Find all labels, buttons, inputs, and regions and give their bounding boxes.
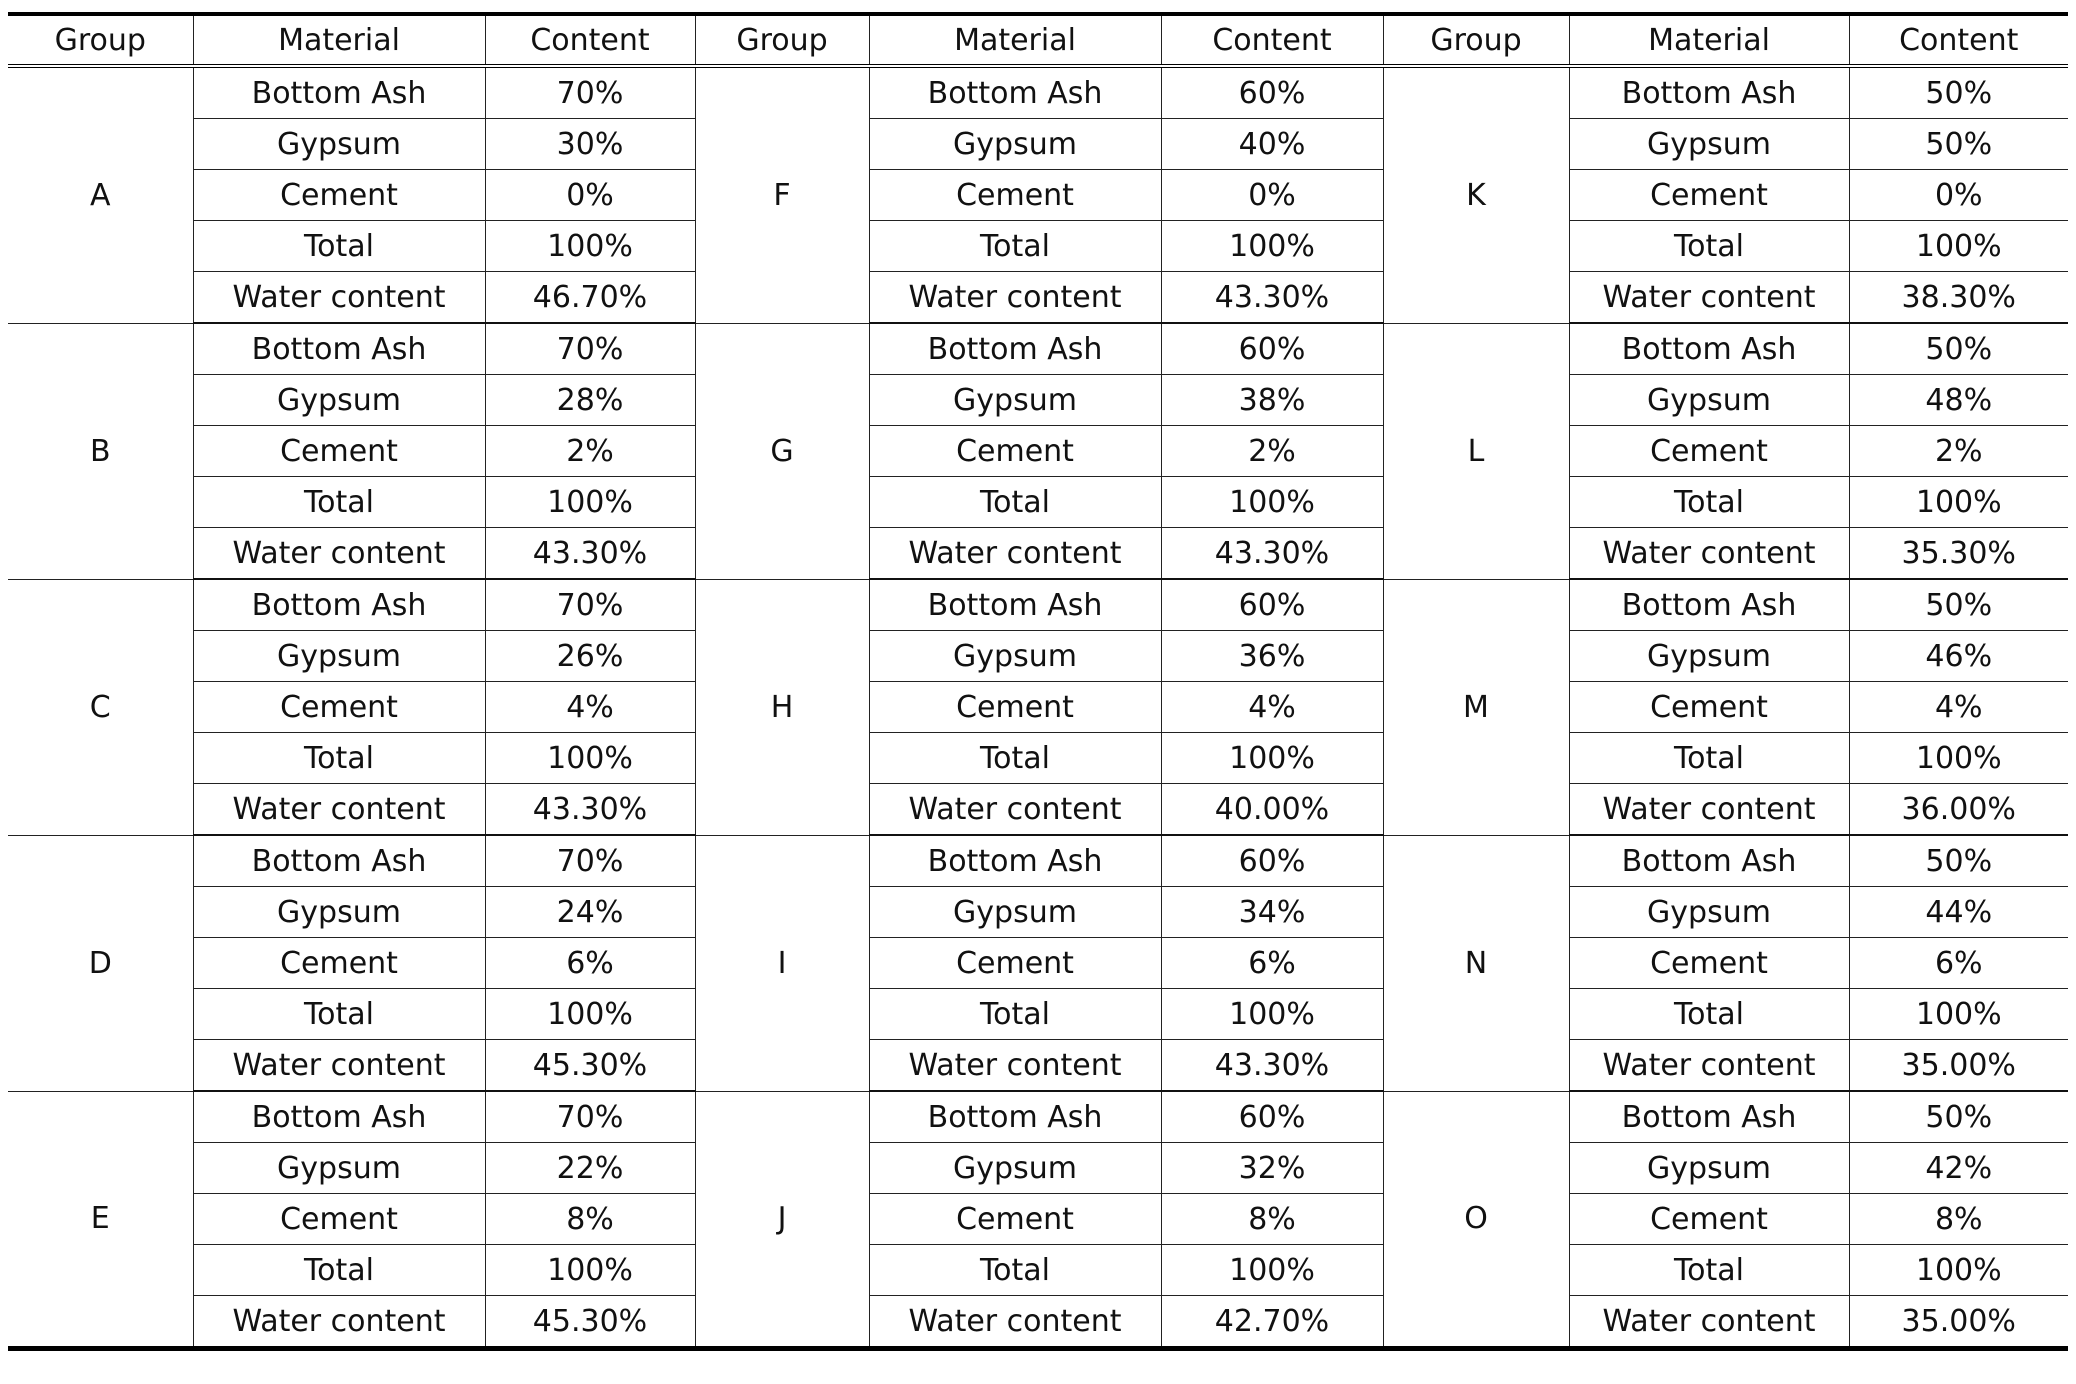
material-cell: Gypsum — [869, 887, 1161, 938]
material-cell: Gypsum — [193, 1143, 485, 1194]
table-row — [8, 272, 2068, 324]
content-cell: 60% — [1161, 66, 1383, 119]
material-cell: Cement — [1569, 170, 1849, 221]
material-cell: Gypsum — [193, 119, 485, 170]
material-cell: Gypsum — [1569, 631, 1849, 682]
content-cell: 50% — [1849, 1091, 2068, 1143]
content-cell: 38% — [1161, 375, 1383, 426]
content-cell: 38.30% — [1849, 272, 2068, 324]
material-cell: Water content — [869, 784, 1161, 836]
content-cell: 4% — [485, 682, 695, 733]
group-label-cell: M — [1383, 579, 1569, 835]
content-cell: 48% — [1849, 375, 2068, 426]
material-cell: Cement — [869, 682, 1161, 733]
header-content: Content — [485, 14, 695, 66]
material-cell: Bottom Ash — [869, 835, 1161, 887]
material-cell: Cement — [193, 426, 485, 477]
content-cell: 6% — [1161, 938, 1383, 989]
content-cell: 100% — [485, 1245, 695, 1296]
material-cell: Water content — [869, 1040, 1161, 1092]
content-cell: 100% — [485, 989, 695, 1040]
table-row — [8, 682, 2068, 733]
material-cell: Gypsum — [1569, 375, 1849, 426]
content-cell: 100% — [1161, 989, 1383, 1040]
table-row — [8, 1296, 2068, 1349]
material-cell: Water content — [193, 784, 485, 836]
content-cell: 4% — [1161, 682, 1383, 733]
group-label-cell: L — [1383, 323, 1569, 579]
material-cell: Bottom Ash — [1569, 1091, 1849, 1143]
header-group: Group — [1383, 14, 1569, 66]
content-cell: 43.30% — [1161, 528, 1383, 580]
table-row — [8, 528, 2068, 580]
content-cell: 36% — [1161, 631, 1383, 682]
mixture-table — [8, 12, 2068, 1351]
table-row — [8, 426, 2068, 477]
material-cell: Total — [193, 733, 485, 784]
content-cell: 40.00% — [1161, 784, 1383, 836]
content-cell: 100% — [1161, 477, 1383, 528]
content-cell: 0% — [485, 170, 695, 221]
content-cell: 70% — [485, 579, 695, 631]
table-row — [8, 119, 2068, 170]
content-cell: 0% — [1161, 170, 1383, 221]
material-cell: Gypsum — [869, 375, 1161, 426]
material-cell: Bottom Ash — [193, 1091, 485, 1143]
group-label-cell: G — [695, 323, 869, 579]
material-cell: Gypsum — [193, 887, 485, 938]
content-cell: 35.00% — [1849, 1296, 2068, 1349]
material-cell: Cement — [869, 170, 1161, 221]
content-cell: 100% — [1161, 221, 1383, 272]
material-cell: Gypsum — [869, 1143, 1161, 1194]
content-cell: 42.70% — [1161, 1296, 1383, 1349]
table-row — [8, 1040, 2068, 1092]
header-content: Content — [1161, 14, 1383, 66]
content-cell: 46% — [1849, 631, 2068, 682]
material-cell: Bottom Ash — [1569, 323, 1849, 375]
material-cell: Total — [193, 1245, 485, 1296]
content-cell: 36.00% — [1849, 784, 2068, 836]
material-cell: Cement — [193, 682, 485, 733]
material-cell: Cement — [193, 938, 485, 989]
material-cell: Total — [869, 1245, 1161, 1296]
material-cell: Total — [869, 477, 1161, 528]
material-cell: Total — [193, 989, 485, 1040]
content-cell: 70% — [485, 1091, 695, 1143]
material-cell: Bottom Ash — [1569, 835, 1849, 887]
content-cell: 2% — [1161, 426, 1383, 477]
content-cell: 26% — [485, 631, 695, 682]
material-cell: Bottom Ash — [193, 323, 485, 375]
content-cell: 28% — [485, 375, 695, 426]
material-cell: Bottom Ash — [869, 323, 1161, 375]
content-cell: 30% — [485, 119, 695, 170]
content-cell: 60% — [1161, 323, 1383, 375]
content-cell: 43.30% — [485, 784, 695, 836]
group-label-cell: J — [695, 1091, 869, 1349]
table-row — [8, 835, 2068, 887]
material-cell: Total — [1569, 733, 1849, 784]
content-cell: 45.30% — [485, 1296, 695, 1349]
content-cell: 4% — [1849, 682, 2068, 733]
content-cell: 100% — [1849, 221, 2068, 272]
material-cell: Water content — [1569, 784, 1849, 836]
content-cell: 100% — [485, 733, 695, 784]
content-cell: 70% — [485, 835, 695, 887]
header-material: Material — [193, 14, 485, 66]
material-cell: Cement — [1569, 938, 1849, 989]
content-cell: 6% — [485, 938, 695, 989]
material-cell: Cement — [1569, 682, 1849, 733]
material-cell: Cement — [1569, 426, 1849, 477]
header-row — [8, 14, 2068, 66]
table-row — [8, 1143, 2068, 1194]
content-cell: 60% — [1161, 835, 1383, 887]
material-cell: Gypsum — [1569, 119, 1849, 170]
content-cell: 2% — [485, 426, 695, 477]
material-cell: Water content — [1569, 528, 1849, 580]
group-label-cell: E — [8, 1091, 193, 1349]
material-cell: Water content — [869, 528, 1161, 580]
content-cell: 34% — [1161, 887, 1383, 938]
material-cell: Total — [1569, 221, 1849, 272]
group-label-cell: A — [8, 66, 193, 323]
material-cell: Bottom Ash — [1569, 66, 1849, 119]
content-cell: 8% — [485, 1194, 695, 1245]
content-cell: 24% — [485, 887, 695, 938]
content-cell: 60% — [1161, 1091, 1383, 1143]
material-cell: Water content — [869, 1296, 1161, 1349]
content-cell: 32% — [1161, 1143, 1383, 1194]
table-row — [8, 170, 2068, 221]
material-cell: Total — [1569, 989, 1849, 1040]
header-content: Content — [1849, 14, 2068, 66]
material-cell: Total — [869, 221, 1161, 272]
content-cell: 43.30% — [1161, 272, 1383, 324]
header-group: Group — [695, 14, 869, 66]
content-cell: 42% — [1849, 1143, 2068, 1194]
group-label-cell: F — [695, 66, 869, 323]
table-row — [8, 66, 2068, 119]
material-cell: Bottom Ash — [193, 66, 485, 119]
content-cell: 50% — [1849, 835, 2068, 887]
table-row — [8, 375, 2068, 426]
table-row — [8, 784, 2068, 836]
material-cell: Gypsum — [1569, 1143, 1849, 1194]
material-cell: Total — [1569, 1245, 1849, 1296]
content-cell: 100% — [1849, 989, 2068, 1040]
table-row — [8, 1194, 2068, 1245]
table-row — [8, 579, 2068, 631]
content-cell: 35.30% — [1849, 528, 2068, 580]
material-cell: Bottom Ash — [869, 579, 1161, 631]
material-cell: Water content — [193, 1040, 485, 1092]
content-cell: 8% — [1849, 1194, 2068, 1245]
group-label-cell: C — [8, 579, 193, 835]
material-cell: Gypsum — [193, 375, 485, 426]
material-cell: Gypsum — [193, 631, 485, 682]
material-cell: Water content — [1569, 272, 1849, 324]
material-cell: Cement — [869, 426, 1161, 477]
material-cell: Total — [869, 733, 1161, 784]
material-cell: Water content — [193, 528, 485, 580]
content-cell: 45.30% — [485, 1040, 695, 1092]
table-row — [8, 477, 2068, 528]
table-row — [8, 887, 2068, 938]
material-cell: Cement — [869, 938, 1161, 989]
group-label-cell: N — [1383, 835, 1569, 1091]
table-row — [8, 1245, 2068, 1296]
group-label-cell: I — [695, 835, 869, 1091]
material-cell: Bottom Ash — [193, 579, 485, 631]
material-cell: Water content — [1569, 1040, 1849, 1092]
content-cell: 46.70% — [485, 272, 695, 324]
table-row — [8, 989, 2068, 1040]
content-cell: 100% — [1849, 733, 2068, 784]
table-row — [8, 1091, 2068, 1143]
material-cell: Gypsum — [869, 631, 1161, 682]
material-cell: Cement — [869, 1194, 1161, 1245]
table-row — [8, 323, 2068, 375]
material-cell: Total — [193, 221, 485, 272]
content-cell: 43.30% — [485, 528, 695, 580]
material-cell: Water content — [1569, 1296, 1849, 1349]
content-cell: 100% — [1161, 1245, 1383, 1296]
content-cell: 0% — [1849, 170, 2068, 221]
content-cell: 8% — [1161, 1194, 1383, 1245]
material-cell: Bottom Ash — [1569, 579, 1849, 631]
group-label-cell: H — [695, 579, 869, 835]
content-cell: 100% — [1849, 477, 2068, 528]
material-cell: Water content — [193, 1296, 485, 1349]
content-cell: 44% — [1849, 887, 2068, 938]
material-cell: Bottom Ash — [869, 66, 1161, 119]
content-cell: 100% — [485, 221, 695, 272]
content-cell: 70% — [485, 66, 695, 119]
material-cell: Cement — [193, 170, 485, 221]
content-cell: 100% — [485, 477, 695, 528]
content-cell: 40% — [1161, 119, 1383, 170]
material-cell: Bottom Ash — [193, 835, 485, 887]
header-material: Material — [1569, 14, 1849, 66]
content-cell: 100% — [1849, 1245, 2068, 1296]
content-cell: 100% — [1161, 733, 1383, 784]
group-label-cell: O — [1383, 1091, 1569, 1349]
content-cell: 50% — [1849, 66, 2068, 119]
content-cell: 35.00% — [1849, 1040, 2068, 1092]
table-row — [8, 733, 2068, 784]
material-cell: Total — [1569, 477, 1849, 528]
content-cell: 2% — [1849, 426, 2068, 477]
content-cell: 50% — [1849, 579, 2068, 631]
table-row — [8, 221, 2068, 272]
group-label-cell: B — [8, 323, 193, 579]
group-label-cell: D — [8, 835, 193, 1091]
table-row — [8, 631, 2068, 682]
material-cell: Water content — [193, 272, 485, 324]
material-cell: Gypsum — [1569, 887, 1849, 938]
content-cell: 22% — [485, 1143, 695, 1194]
content-cell: 60% — [1161, 579, 1383, 631]
header-material: Material — [869, 14, 1161, 66]
content-cell: 43.30% — [1161, 1040, 1383, 1092]
content-cell: 70% — [485, 323, 695, 375]
content-cell: 6% — [1849, 938, 2068, 989]
content-cell: 50% — [1849, 323, 2068, 375]
material-cell: Bottom Ash — [869, 1091, 1161, 1143]
material-cell: Total — [869, 989, 1161, 1040]
content-cell: 50% — [1849, 119, 2068, 170]
group-label-cell: K — [1383, 66, 1569, 323]
table-body — [8, 66, 2068, 1349]
header-group: Group — [8, 14, 193, 66]
material-cell: Water content — [869, 272, 1161, 324]
material-cell: Total — [193, 477, 485, 528]
material-cell: Gypsum — [869, 119, 1161, 170]
material-cell: Cement — [1569, 1194, 1849, 1245]
material-cell: Cement — [193, 1194, 485, 1245]
table-row — [8, 938, 2068, 989]
